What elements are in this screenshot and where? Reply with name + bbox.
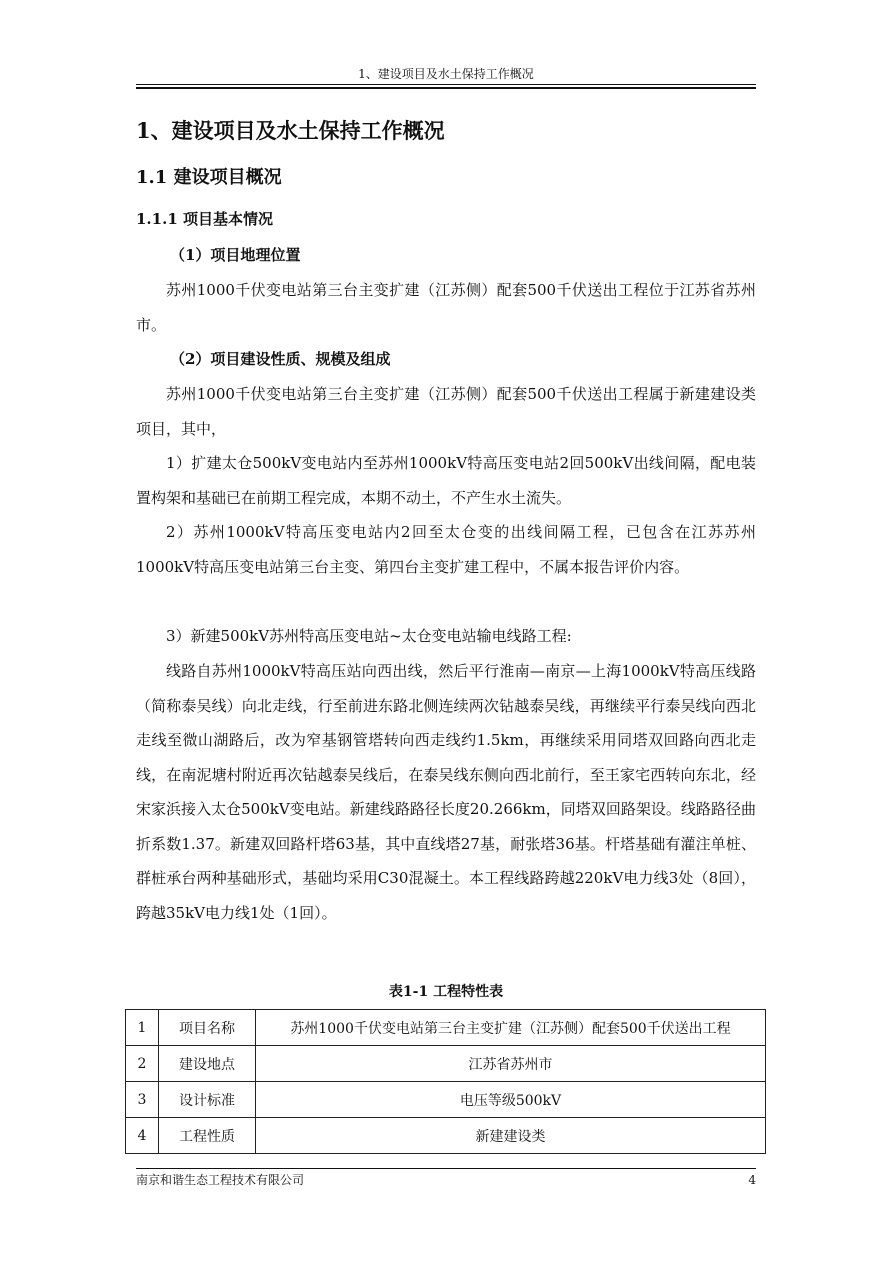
paragraph-location: 苏州1000千伏变电站第三台主变扩建（江苏侧）配套500千伏送出工程位于江苏省苏州市。 — [136, 281, 756, 334]
row-field-value: 苏州1000千伏变电站第三台主变扩建（江苏侧）配套500千伏送出工程 — [256, 1010, 766, 1046]
row-field-value: 江苏省苏州市 — [256, 1046, 766, 1082]
footer-company: 南京和谐生态工程技术有限公司 — [136, 1173, 305, 1187]
paragraph-route: 线路自苏州1000kV特高压站向西出线，然后平行淮南—南京—上海1000kV特高压线路（简称泰吴线）向北走线，行至前进东路北侧连续两次钻越泰吴线，再继续平行泰吴线向西北走线至微山湖路后，改为窄基钢管塔转向西走线约1.5km，再继续采用同塔双回路向西北走线，在南泥塘村附近再次钻越泰吴线后，在泰吴线东侧向西北前行，至王家宅西转向东北，经宋家浜接入太仓500kV变电站。新建线路路径长度20.266km，同塔双回路架设。线路路径曲折系数1.37。新建双回路杆塔63基，其中直线塔27基，耐张塔36基。杆塔基础有灌注单桩、群桩承台两种基础形式，基础均采用C30混凝土。本工程线路跨越220kV电力线3处（8回），跨越35kV电力线1处（1回）。 — [136, 662, 756, 922]
table-row — [126, 1010, 766, 1046]
row-field-value: 电压等级500kV — [256, 1082, 766, 1118]
section-title: 1.1 建设项目概况 — [136, 167, 282, 188]
table-caption: 表1-1 工程特性表 — [388, 984, 504, 1000]
row-number: 3 — [126, 1082, 159, 1118]
paragraph-item-1: 1）扩建太仓500kV变电站内至苏州1000kV特高压变电站2回500kV出线间隔，配电装置构架和基础已在前期工程完成，本期不动土，不产生水土流失。 — [136, 454, 756, 507]
item-heading-location: （1）项目地理位置 — [170, 246, 301, 264]
row-field-value: 新建建设类 — [256, 1118, 766, 1154]
paragraph-nature: 苏州1000千伏变电站第三台主变扩建（江苏侧）配套500千伏送出工程属于新建建设类项目，其中， — [136, 385, 756, 438]
project-spec-table — [125, 1009, 766, 1154]
row-number: 2 — [126, 1046, 159, 1082]
item-heading-nature: （2）项目建设性质、规模及组成 — [170, 350, 391, 368]
row-number: 1 — [126, 1010, 159, 1046]
header-rule — [136, 84, 756, 85]
table-row — [126, 1046, 766, 1082]
table-row — [126, 1082, 766, 1118]
row-field-name: 项目名称 — [159, 1010, 256, 1046]
row-field-name: 设计标准 — [159, 1082, 256, 1118]
subsection-title: 1.1.1 项目基本情况 — [136, 210, 273, 228]
page-number: 4 — [748, 1173, 756, 1187]
table-row — [126, 1118, 766, 1154]
row-number: 4 — [126, 1118, 159, 1154]
header-rule-thick — [136, 87, 756, 89]
row-field-name: 工程性质 — [159, 1118, 256, 1154]
paragraph-item-3: 3）新建500kV苏州特高压变电站~太仓变电站输电线路工程: — [166, 627, 572, 645]
paragraph-item-2: 2）苏州1000kV特高压变电站内2回至太仓变的出线间隔工程，已包含在江苏苏州1000kV特高压变电站第三台主变、第四台主变扩建工程中，不属本报告评价内容。 — [136, 523, 756, 576]
row-field-name: 建设地点 — [159, 1046, 256, 1082]
footer-rule — [136, 1168, 756, 1169]
running-header: 1、建设项目及水土保持工作概况 — [358, 67, 534, 81]
chapter-title: 1、建设项目及水土保持工作概况 — [136, 118, 445, 143]
